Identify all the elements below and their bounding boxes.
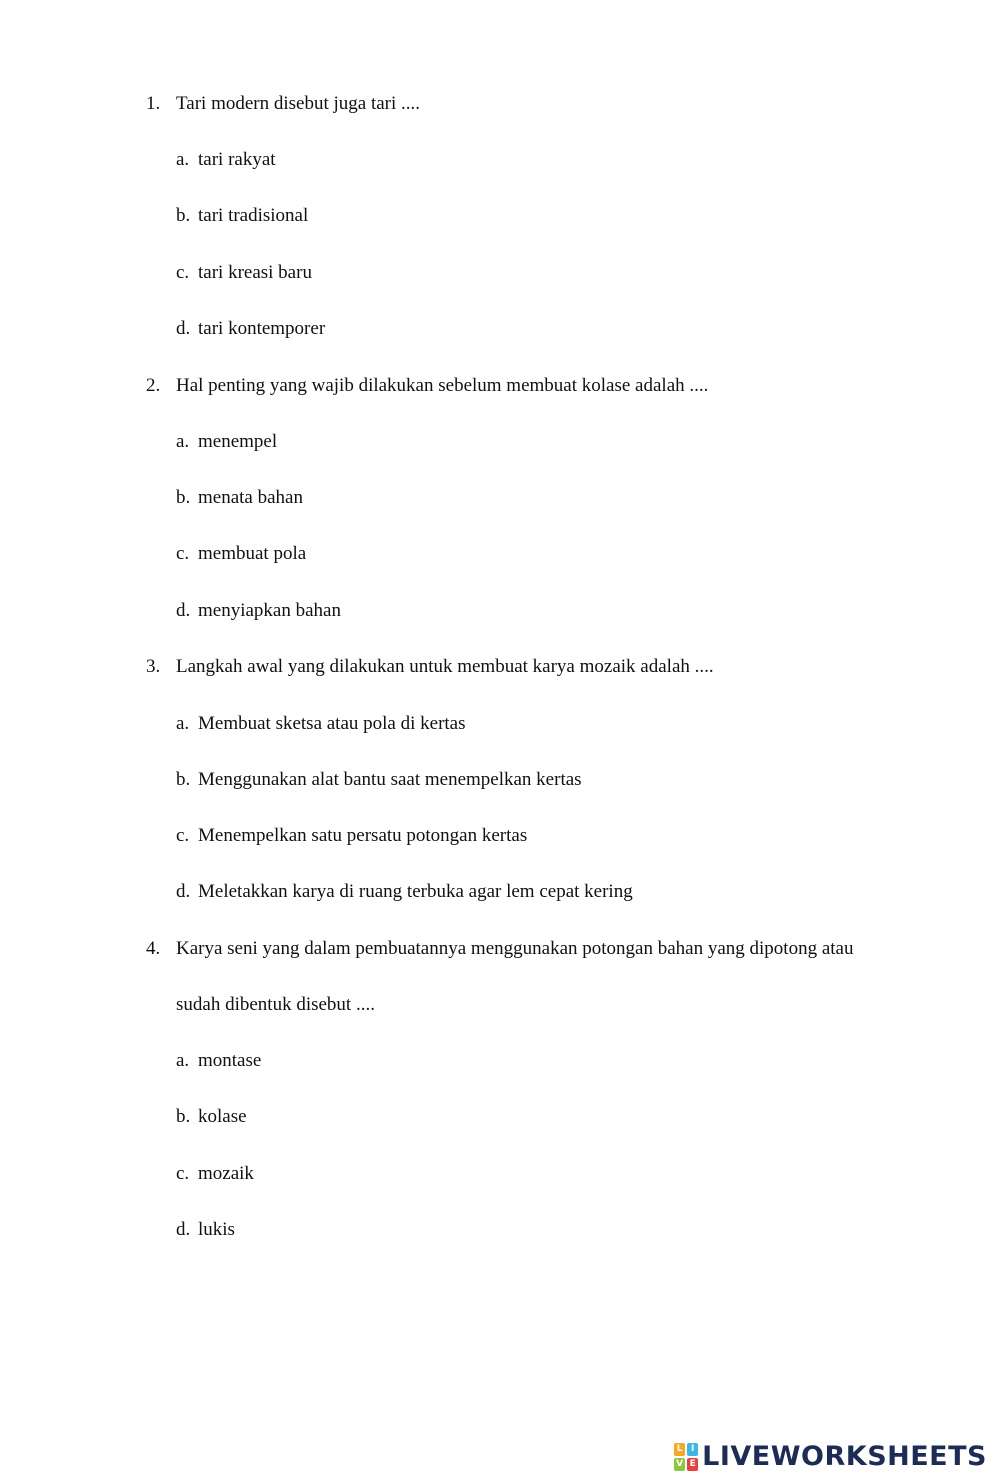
option-letter: a. (176, 1050, 190, 1071)
option-text: Menggunakan alat bantu saat menempelkan kertas (198, 769, 582, 790)
logo-block-v: V (674, 1458, 685, 1471)
option-letter: b. (176, 205, 191, 226)
logo-block-e: E (687, 1458, 698, 1471)
option-letter: a. (176, 713, 190, 734)
option-text: montase (198, 1050, 262, 1071)
option-letter: c. (176, 1163, 190, 1184)
option-letter: d. (176, 600, 191, 621)
option-text: Meletakkan karya di ruang terbuka agar lem cepat kering (198, 881, 633, 902)
question-number: 2. (146, 375, 161, 396)
option-letter: b. (176, 1106, 191, 1127)
option-text: lukis (198, 1219, 235, 1240)
option-text: menyiapkan bahan (198, 600, 341, 621)
logo-block-i: I (687, 1443, 698, 1456)
option-text: menempel (198, 431, 278, 452)
option-letter: c. (176, 543, 190, 564)
live-blocks-icon (674, 1443, 698, 1471)
option-text: tari rakyat (198, 149, 276, 170)
logo-block-l: L (674, 1443, 685, 1456)
question-number: 4. (146, 938, 161, 959)
question-text: Karya seni yang dalam pembuatannya menggunakan potongan bahan yang dipotong atau (176, 938, 854, 959)
option-text: membuat pola (198, 543, 307, 564)
brand-name: LIVEWORKSHEETS (702, 1441, 987, 1472)
option-text: tari kontemporer (198, 318, 326, 339)
option-letter: a. (176, 149, 190, 170)
option-letter: c. (176, 262, 190, 283)
option-letter: d. (176, 318, 191, 339)
option-text: kolase (198, 1106, 247, 1127)
option-letter: a. (176, 431, 190, 452)
question-number: 3. (146, 656, 161, 677)
option-text: Menempelkan satu persatu potongan kertas (198, 825, 528, 846)
option-text: menata bahan (198, 487, 303, 508)
question-text: Hal penting yang wajib dilakukan sebelum membuat kolase adalah .... (176, 375, 709, 396)
question-text-continuation: sudah dibentuk disebut .... (176, 994, 375, 1015)
option-letter: b. (176, 487, 191, 508)
option-text: tari kreasi baru (198, 262, 312, 283)
option-text: Membuat sketsa atau pola di kertas (198, 713, 466, 734)
question-text: Langkah awal yang dilakukan untuk membuat karya mozaik adalah .... (176, 656, 714, 677)
liveworksheets-logo (674, 1441, 987, 1473)
option-letter: d. (176, 881, 191, 902)
option-letter: d. (176, 1219, 191, 1240)
option-text: mozaik (198, 1163, 254, 1184)
option-text: tari tradisional (198, 205, 309, 226)
option-letter: b. (176, 769, 191, 790)
option-letter: c. (176, 825, 190, 846)
question-text: Tari modern disebut juga tari .... (176, 93, 421, 114)
question-number: 1. (146, 93, 161, 114)
